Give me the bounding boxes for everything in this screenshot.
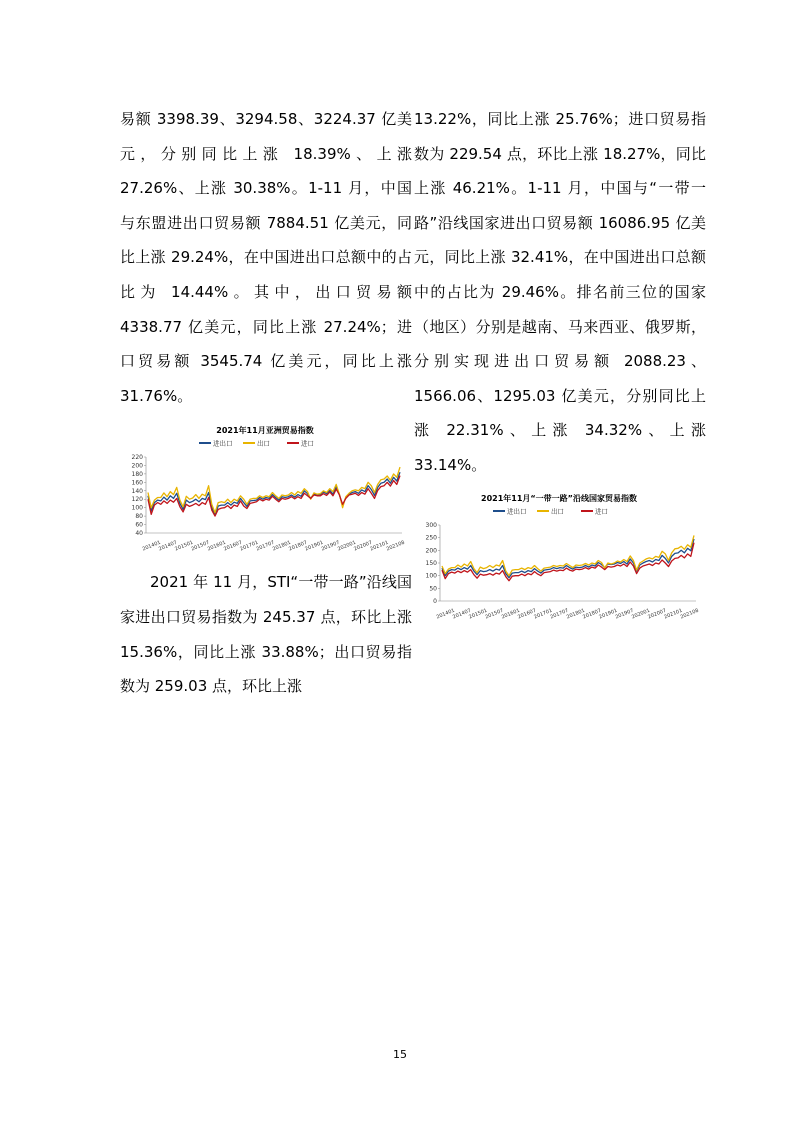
x-tick-label: 201701 [533,607,554,620]
x-tick-label: 201507 [484,607,505,620]
legend-entry [581,506,608,515]
belt-road-trade-index-chart [414,489,704,631]
right-paragraph-1: 13.22%，同比上涨 25.76%；进口贸易指数为 229.54 点，环比上涨 18.27%，同比上涨 46.21%。1-11 月，中国与“一带一路”沿线国家进出口贸易额 16086.95 亿美元，同比上涨 32.41%，在中国进出口总额中的占比为 29.46%。排名前三位的国家（地区）分别是越南、马来西亚、俄罗斯，分别实现进出口贸易额 2088.23、1566.06、1295.03 亿美元，分别同比上涨 22.31%、上涨 34.32%、上涨 33.14%。 [414,110,706,474]
series-line [442,538,694,577]
legend-entry [493,506,527,515]
left-paragraph-1: 易额 3398.39、3294.58、3224.37 亿美元，分别同比上涨 18.39%、上涨 27.26%、上涨 30.38%。1-11 月，中国与东盟进出口贸易额 7884.51 亿美元，同比上涨 29.24%，在中国进出口总额中的占比为 14.44%。其中，出口贸易额 4338.77 亿美元，同比上涨 27.24%；进口贸易额 3545.74 亿美元，同比上涨 31.76%。 [120,110,412,405]
x-tick-label: 201601 [500,607,521,620]
x-tick-label: 201407 [157,540,178,553]
legend-entry [199,439,233,448]
legend-label: 进口 [301,439,314,448]
chart-title: 2021年11月“一带一路”沿线国家贸易指数 [481,493,637,503]
legend-label: 出口 [551,507,564,516]
x-tick-label: 201901 [304,540,325,553]
chart-title: 2021年11月亚洲贸易指数 [216,426,314,436]
x-tick-label: 201407 [451,607,472,620]
legend-entry [537,506,564,515]
asia-trade-index-chart [120,421,410,563]
legend-label: 进出口 [507,507,527,516]
x-tick-label: 201501 [468,607,489,620]
x-tick-label: 202001 [336,540,357,553]
y-tick-label: 80 [135,513,143,521]
x-tick-label: 201807 [288,540,309,553]
y-tick-label: 160 [131,479,143,487]
page-number: 15 [393,1048,407,1061]
x-tick-label: 201607 [222,540,243,553]
y-tick-label: 100 [425,572,437,580]
x-tick-label: 202007 [647,607,668,620]
left-paragraph-2: 2021 年 11 月，STI“一带一路”沿线国家进出口贸易指数为 245.37 点，环比上涨 15.36%，同比上涨 33.88%；出口贸易指数为 259.03 点，环比上涨 [120,573,412,696]
y-tick-label: 140 [131,488,143,496]
x-tick-label: 201807 [582,607,603,620]
x-tick-label: 201701 [239,540,260,553]
x-tick-label: 201501 [174,540,195,553]
x-tick-label: 201801 [565,607,586,620]
x-tick-label: 201507 [190,540,211,553]
right-column [414,102,706,631]
x-tick-label: 202108 [385,540,406,553]
x-tick-label: 201401 [141,540,162,553]
x-tick-label: 202001 [630,607,651,620]
x-tick-label: 201907 [614,607,635,620]
y-tick-label: 60 [135,521,143,529]
legend-entry [243,439,270,448]
left-column [120,102,412,704]
y-tick-label: 100 [131,505,143,513]
y-tick-label: 40 [135,530,143,538]
legend-label: 进口 [595,507,608,516]
y-tick-label: 250 [425,534,437,542]
x-tick-label: 202101 [369,540,390,553]
y-tick-label: 300 [425,521,437,529]
x-tick-label: 201801 [271,540,292,553]
legend-entry [287,439,314,448]
x-tick-label: 201401 [435,607,456,620]
y-tick-label: 200 [425,546,437,554]
x-tick-label: 202101 [663,607,684,620]
x-tick-label: 202108 [679,607,700,620]
legend-label: 进出口 [213,439,233,448]
y-tick-label: 150 [425,559,437,567]
y-tick-label: 220 [131,454,143,462]
x-tick-label: 201601 [206,540,227,553]
y-tick-label: 50 [429,584,437,592]
x-tick-label: 202007 [353,540,374,553]
legend-label: 出口 [257,439,270,448]
y-tick-label: 200 [131,462,143,470]
y-tick-label: 0 [433,597,437,605]
x-tick-label: 201607 [516,607,537,620]
x-tick-label: 201901 [598,607,619,620]
x-tick-label: 201907 [320,540,341,553]
x-tick-label: 201707 [255,540,276,553]
series-line [442,542,694,580]
y-tick-label: 180 [131,471,143,479]
y-tick-label: 120 [131,496,143,504]
x-tick-label: 201707 [549,607,570,620]
